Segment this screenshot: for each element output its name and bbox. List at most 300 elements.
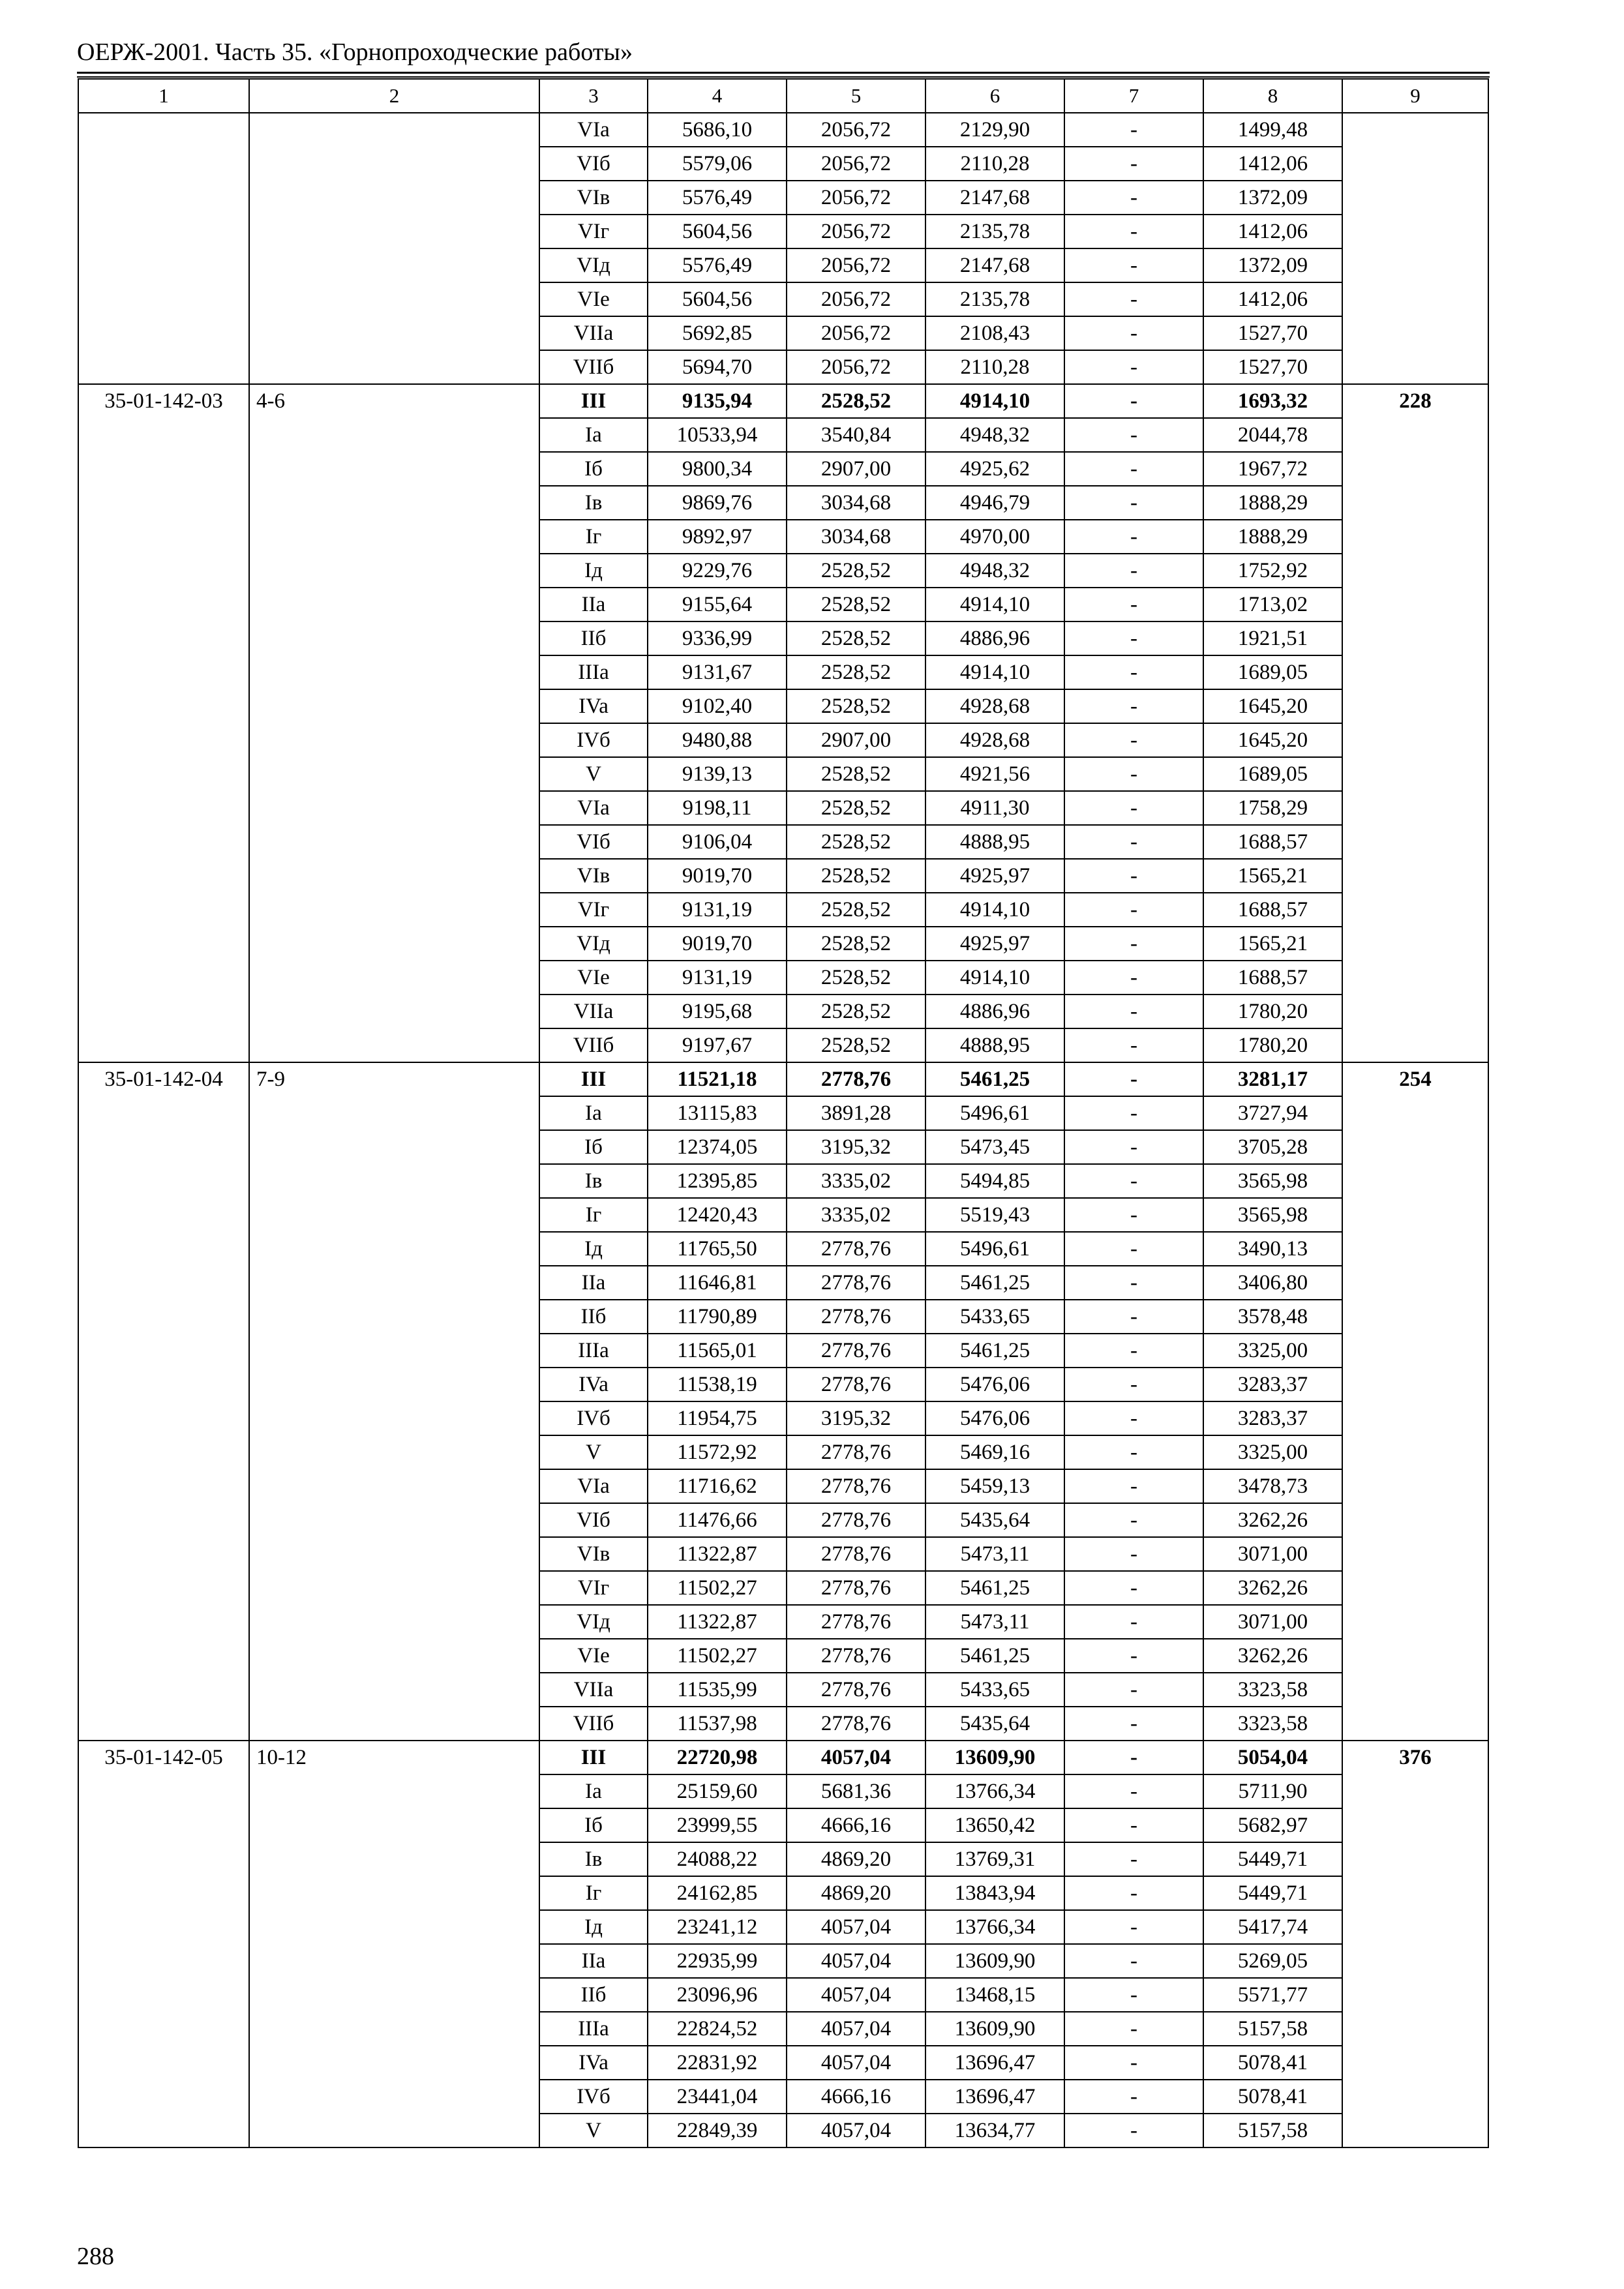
category-cell: V (539, 1435, 648, 1469)
driver-wages-cell: - (1064, 689, 1203, 723)
table-body (78, 113, 1488, 2147)
wages-cell: 3034,68 (787, 486, 925, 520)
machines-cell: 5494,85 (925, 1164, 1064, 1198)
total-cost-cell: 11646,81 (648, 1266, 787, 1300)
machines-cell: 13766,34 (925, 1774, 1064, 1808)
machines-cell: 4928,68 (925, 723, 1064, 757)
total-cost-cell: 12420,43 (648, 1198, 787, 1232)
wages-cell: 4057,04 (787, 1741, 925, 1774)
machines-cell: 13609,90 (925, 2012, 1064, 2046)
wages-cell: 2528,52 (787, 893, 925, 927)
category-cell: VIa (539, 791, 648, 825)
total-cost-cell: 11322,87 (648, 1537, 787, 1571)
range-cell: 10-12 (249, 1741, 539, 2147)
machines-cell: 2135,78 (925, 282, 1064, 316)
total-cost-cell: 9892,97 (648, 520, 787, 554)
machines-cell: 5476,06 (925, 1401, 1064, 1435)
driver-wages-cell: - (1064, 1334, 1203, 1368)
materials-cell: 5449,71 (1203, 1876, 1342, 1910)
driver-wages-cell: - (1064, 1707, 1203, 1741)
total-cost-cell: 11322,87 (648, 1605, 787, 1639)
driver-wages-cell: - (1064, 825, 1203, 859)
wages-cell: 4869,20 (787, 1876, 925, 1910)
total-cost-cell: 23241,12 (648, 1910, 787, 1944)
wages-cell: 2778,76 (787, 1266, 925, 1300)
materials-cell: 3071,00 (1203, 1537, 1342, 1571)
materials-cell: 1372,09 (1203, 248, 1342, 282)
driver-wages-cell: - (1064, 316, 1203, 350)
total-cost-cell: 9480,88 (648, 723, 787, 757)
category-cell: VIIa (539, 995, 648, 1028)
column-header: 1 (78, 79, 249, 113)
machines-cell: 4911,30 (925, 791, 1064, 825)
category-cell: IIa (539, 1266, 648, 1300)
total-cost-cell: 9800,34 (648, 452, 787, 486)
wages-cell: 2778,76 (787, 1707, 925, 1741)
materials-cell: 1412,06 (1203, 215, 1342, 248)
category-cell: IIб (539, 1978, 648, 2012)
machines-cell: 2147,68 (925, 181, 1064, 215)
wages-cell: 4869,20 (787, 1842, 925, 1876)
materials-cell: 2044,78 (1203, 418, 1342, 452)
category-cell: Ia (539, 418, 648, 452)
wages-cell: 2056,72 (787, 147, 925, 181)
materials-cell: 1688,57 (1203, 893, 1342, 927)
category-cell: VIIб (539, 350, 648, 384)
machines-cell: 13769,31 (925, 1842, 1064, 1876)
wages-cell: 2778,76 (787, 1435, 925, 1469)
wages-cell: 2778,76 (787, 1368, 925, 1401)
driver-wages-cell: - (1064, 418, 1203, 452)
total-cost-cell: 11716,62 (648, 1469, 787, 1503)
driver-wages-cell: - (1064, 1028, 1203, 1062)
machines-cell: 5461,25 (925, 1571, 1064, 1605)
category-cell: VIд (539, 927, 648, 961)
wages-cell: 3335,02 (787, 1198, 925, 1232)
driver-wages-cell: - (1064, 588, 1203, 621)
machines-cell: 13696,47 (925, 2046, 1064, 2080)
machines-cell: 4888,95 (925, 1028, 1064, 1062)
total-cost-cell: 5604,56 (648, 215, 787, 248)
column-number-row (78, 79, 1488, 113)
materials-cell: 3323,58 (1203, 1707, 1342, 1741)
driver-wages-cell: - (1064, 757, 1203, 791)
wages-cell: 2528,52 (787, 554, 925, 588)
wages-cell: 2778,76 (787, 1639, 925, 1673)
total-cost-cell: 11954,75 (648, 1401, 787, 1435)
wages-cell: 4666,16 (787, 1808, 925, 1842)
materials-cell: 5054,04 (1203, 1741, 1342, 1774)
category-cell: IVб (539, 2080, 648, 2114)
total-cost-cell: 25159,60 (648, 1774, 787, 1808)
table-row (78, 384, 1488, 418)
materials-cell: 5682,97 (1203, 1808, 1342, 1842)
total-cost-cell: 24088,22 (648, 1842, 787, 1876)
machines-cell: 5433,65 (925, 1300, 1064, 1334)
category-cell: Iд (539, 1232, 648, 1266)
wages-cell: 2778,76 (787, 1232, 925, 1266)
driver-wages-cell: - (1064, 1537, 1203, 1571)
materials-cell: 3705,28 (1203, 1130, 1342, 1164)
rate-code-cell: 35-01-142-03 (78, 384, 249, 1062)
machines-cell: 5461,25 (925, 1062, 1064, 1096)
wages-cell: 2528,52 (787, 825, 925, 859)
category-cell: Iв (539, 486, 648, 520)
category-cell: IIIa (539, 1334, 648, 1368)
wages-cell: 2528,52 (787, 859, 925, 893)
machines-cell: 4921,56 (925, 757, 1064, 791)
machines-cell: 5435,64 (925, 1503, 1064, 1537)
driver-wages-cell: - (1064, 621, 1203, 655)
machines-cell: 2135,78 (925, 215, 1064, 248)
machines-cell: 13609,90 (925, 1944, 1064, 1978)
machines-cell: 5461,25 (925, 1334, 1064, 1368)
machines-cell: 4914,10 (925, 893, 1064, 927)
driver-wages-cell: - (1064, 1300, 1203, 1334)
driver-wages-cell: - (1064, 1368, 1203, 1401)
materials-cell: 3490,13 (1203, 1232, 1342, 1266)
wages-cell: 4057,04 (787, 2046, 925, 2080)
machines-cell: 13634,77 (925, 2114, 1064, 2147)
category-cell: VIг (539, 893, 648, 927)
driver-wages-cell: - (1064, 486, 1203, 520)
price-table (78, 78, 1489, 2148)
materials-cell: 3071,00 (1203, 1605, 1342, 1639)
total-cost-cell: 12374,05 (648, 1130, 787, 1164)
wages-cell: 3034,68 (787, 520, 925, 554)
machines-cell: 5473,11 (925, 1537, 1064, 1571)
materials-cell: 3478,73 (1203, 1469, 1342, 1503)
category-cell: VIб (539, 825, 648, 859)
rate-code-cell: 35-01-142-05 (78, 1741, 249, 2147)
range-cell: 7-9 (249, 1062, 539, 1741)
driver-wages-cell: - (1064, 1571, 1203, 1605)
category-cell: IVa (539, 2046, 648, 2080)
materials-cell: 1967,72 (1203, 452, 1342, 486)
category-cell: VIд (539, 1605, 648, 1639)
category-cell: Iв (539, 1842, 648, 1876)
total-cost-cell: 9131,19 (648, 961, 787, 995)
driver-wages-cell: - (1064, 859, 1203, 893)
materials-cell: 1565,21 (1203, 859, 1342, 893)
wages-cell: 2528,52 (787, 621, 925, 655)
wages-cell: 2528,52 (787, 995, 925, 1028)
driver-wages-cell: - (1064, 655, 1203, 689)
materials-cell: 1645,20 (1203, 723, 1342, 757)
total-cost-cell: 5604,56 (648, 282, 787, 316)
wages-cell: 2056,72 (787, 181, 925, 215)
total-cost-cell: 9229,76 (648, 554, 787, 588)
driver-wages-cell: - (1064, 893, 1203, 927)
machines-cell: 2108,43 (925, 316, 1064, 350)
category-cell: IIб (539, 621, 648, 655)
driver-wages-cell: - (1064, 2012, 1203, 2046)
total-cost-cell: 5694,70 (648, 350, 787, 384)
materials-cell: 1565,21 (1203, 927, 1342, 961)
materials-cell: 1688,57 (1203, 825, 1342, 859)
column-header: 4 (648, 79, 787, 113)
total-cost-cell: 11535,99 (648, 1673, 787, 1707)
category-cell: VIб (539, 147, 648, 181)
machines-cell: 13650,42 (925, 1808, 1064, 1842)
category-cell: Iв (539, 1164, 648, 1198)
machines-cell: 5435,64 (925, 1707, 1064, 1741)
wages-cell: 2778,76 (787, 1673, 925, 1707)
category-cell: V (539, 2114, 648, 2147)
category-cell: V (539, 757, 648, 791)
driver-wages-cell: - (1064, 452, 1203, 486)
total-cost-cell: 22720,98 (648, 1741, 787, 1774)
category-cell: VIa (539, 113, 648, 147)
rate-code-cell (78, 113, 249, 384)
materials-cell: 1412,06 (1203, 147, 1342, 181)
driver-wages-cell: - (1064, 1232, 1203, 1266)
col9-cell: 228 (1342, 384, 1488, 1062)
machines-cell: 5461,25 (925, 1639, 1064, 1673)
category-cell: VIв (539, 1537, 648, 1571)
total-cost-cell: 11521,18 (648, 1062, 787, 1096)
category-cell: Iг (539, 1876, 648, 1910)
total-cost-cell: 5576,49 (648, 181, 787, 215)
wages-cell: 2778,76 (787, 1469, 925, 1503)
machines-cell: 4970,00 (925, 520, 1064, 554)
machines-cell: 2129,90 (925, 113, 1064, 147)
total-cost-cell: 11565,01 (648, 1334, 787, 1368)
wages-cell: 2778,76 (787, 1571, 925, 1605)
category-cell: IVa (539, 1368, 648, 1401)
column-header: 3 (539, 79, 648, 113)
category-cell: Iб (539, 1808, 648, 1842)
total-cost-cell: 22935,99 (648, 1944, 787, 1978)
total-cost-cell: 9139,13 (648, 757, 787, 791)
wages-cell: 4057,04 (787, 2012, 925, 2046)
materials-cell: 3325,00 (1203, 1334, 1342, 1368)
driver-wages-cell: - (1064, 1266, 1203, 1300)
wages-cell: 2778,76 (787, 1605, 925, 1639)
total-cost-cell: 9155,64 (648, 588, 787, 621)
materials-cell: 3262,26 (1203, 1571, 1342, 1605)
machines-cell: 4925,97 (925, 859, 1064, 893)
materials-cell: 5078,41 (1203, 2080, 1342, 2114)
materials-cell: 5711,90 (1203, 1774, 1342, 1808)
rate-code-cell: 35-01-142-04 (78, 1062, 249, 1741)
materials-cell: 1693,32 (1203, 384, 1342, 418)
machines-cell: 5476,06 (925, 1368, 1064, 1401)
machines-cell: 5496,61 (925, 1232, 1064, 1266)
driver-wages-cell: - (1064, 927, 1203, 961)
wages-cell: 3891,28 (787, 1096, 925, 1130)
column-header: 2 (249, 79, 539, 113)
materials-cell: 5157,58 (1203, 2114, 1342, 2147)
wages-cell: 4666,16 (787, 2080, 925, 2114)
column-header: 8 (1203, 79, 1342, 113)
driver-wages-cell: - (1064, 1808, 1203, 1842)
materials-cell: 1372,09 (1203, 181, 1342, 215)
materials-cell: 1689,05 (1203, 655, 1342, 689)
wages-cell: 2778,76 (787, 1334, 925, 1368)
category-cell: Ia (539, 1774, 648, 1808)
wages-cell: 2056,72 (787, 215, 925, 248)
header-rule-thin (77, 76, 1490, 78)
total-cost-cell: 5692,85 (648, 316, 787, 350)
total-cost-cell: 22849,39 (648, 2114, 787, 2147)
wages-cell: 4057,04 (787, 1910, 925, 1944)
col9-cell (1342, 113, 1488, 384)
wages-cell: 5681,36 (787, 1774, 925, 1808)
total-cost-cell: 5576,49 (648, 248, 787, 282)
wages-cell: 2528,52 (787, 384, 925, 418)
total-cost-cell: 9019,70 (648, 859, 787, 893)
driver-wages-cell: - (1064, 1741, 1203, 1774)
driver-wages-cell: - (1064, 1639, 1203, 1673)
materials-cell: 1758,29 (1203, 791, 1342, 825)
materials-cell: 3406,80 (1203, 1266, 1342, 1300)
wages-cell: 3335,02 (787, 1164, 925, 1198)
wages-cell: 2528,52 (787, 961, 925, 995)
total-cost-cell: 11538,19 (648, 1368, 787, 1401)
driver-wages-cell: - (1064, 1469, 1203, 1503)
header-rule (77, 72, 1490, 74)
materials-cell: 5078,41 (1203, 2046, 1342, 2080)
driver-wages-cell: - (1064, 2080, 1203, 2114)
driver-wages-cell: - (1064, 282, 1203, 316)
machines-cell: 4914,10 (925, 961, 1064, 995)
machines-cell: 4888,95 (925, 825, 1064, 859)
materials-cell: 3262,26 (1203, 1503, 1342, 1537)
wages-cell: 2528,52 (787, 689, 925, 723)
total-cost-cell: 23096,96 (648, 1978, 787, 2012)
table-row (78, 113, 1488, 147)
materials-cell: 1688,57 (1203, 961, 1342, 995)
column-header: 6 (925, 79, 1064, 113)
page-number: 288 (77, 2243, 114, 2270)
wages-cell: 2778,76 (787, 1300, 925, 1334)
total-cost-cell: 11572,92 (648, 1435, 787, 1469)
category-cell: Iг (539, 520, 648, 554)
col9-cell: 376 (1342, 1741, 1488, 2147)
machines-cell: 5469,16 (925, 1435, 1064, 1469)
category-cell: Ia (539, 1096, 648, 1130)
materials-cell: 1412,06 (1203, 282, 1342, 316)
total-cost-cell: 11502,27 (648, 1571, 787, 1605)
machines-cell: 4948,32 (925, 418, 1064, 452)
machines-cell: 4928,68 (925, 689, 1064, 723)
driver-wages-cell: - (1064, 215, 1203, 248)
total-cost-cell: 9869,76 (648, 486, 787, 520)
materials-cell: 3262,26 (1203, 1639, 1342, 1673)
category-cell: VIe (539, 1639, 648, 1673)
total-cost-cell: 10533,94 (648, 418, 787, 452)
category-cell: Iб (539, 1130, 648, 1164)
driver-wages-cell: - (1064, 384, 1203, 418)
category-cell: VIIб (539, 1707, 648, 1741)
driver-wages-cell: - (1064, 1605, 1203, 1639)
materials-cell: 1780,20 (1203, 995, 1342, 1028)
materials-cell: 5157,58 (1203, 2012, 1342, 2046)
driver-wages-cell: - (1064, 1198, 1203, 1232)
machines-cell: 4886,96 (925, 621, 1064, 655)
driver-wages-cell: - (1064, 1503, 1203, 1537)
driver-wages-cell: - (1064, 1130, 1203, 1164)
machines-cell: 4946,79 (925, 486, 1064, 520)
page-header: ОЕРЖ-2001. Часть 35. «Горнопроходческие работы» (77, 38, 633, 66)
total-cost-cell: 13115,83 (648, 1096, 787, 1130)
category-cell: IIIa (539, 655, 648, 689)
driver-wages-cell: - (1064, 1944, 1203, 1978)
materials-cell: 1499,48 (1203, 113, 1342, 147)
driver-wages-cell: - (1064, 1910, 1203, 1944)
materials-cell: 1527,70 (1203, 350, 1342, 384)
driver-wages-cell: - (1064, 181, 1203, 215)
materials-cell: 1645,20 (1203, 689, 1342, 723)
materials-cell: 1921,51 (1203, 621, 1342, 655)
total-cost-cell: 24162,85 (648, 1876, 787, 1910)
category-cell: III (539, 384, 648, 418)
total-cost-cell: 11765,50 (648, 1232, 787, 1266)
total-cost-cell: 9131,67 (648, 655, 787, 689)
total-cost-cell: 23999,55 (648, 1808, 787, 1842)
machines-cell: 4914,10 (925, 384, 1064, 418)
wages-cell: 2528,52 (787, 927, 925, 961)
total-cost-cell: 9336,99 (648, 621, 787, 655)
machines-cell: 13766,34 (925, 1910, 1064, 1944)
driver-wages-cell: - (1064, 1876, 1203, 1910)
driver-wages-cell: - (1064, 1401, 1203, 1435)
materials-cell: 5449,71 (1203, 1842, 1342, 1876)
materials-cell: 1780,20 (1203, 1028, 1342, 1062)
total-cost-cell: 9197,67 (648, 1028, 787, 1062)
category-cell: VIIa (539, 1673, 648, 1707)
materials-cell: 1527,70 (1203, 316, 1342, 350)
wages-cell: 2056,72 (787, 316, 925, 350)
category-cell: VIв (539, 181, 648, 215)
materials-cell: 3283,37 (1203, 1368, 1342, 1401)
category-cell: III (539, 1741, 648, 1774)
driver-wages-cell: - (1064, 1842, 1203, 1876)
driver-wages-cell: - (1064, 961, 1203, 995)
total-cost-cell: 22831,92 (648, 2046, 787, 2080)
category-cell: VIe (539, 961, 648, 995)
category-cell: IVб (539, 1401, 648, 1435)
machines-cell: 5473,11 (925, 1605, 1064, 1639)
driver-wages-cell: - (1064, 791, 1203, 825)
total-cost-cell: 11537,98 (648, 1707, 787, 1741)
driver-wages-cell: - (1064, 1435, 1203, 1469)
materials-cell: 1888,29 (1203, 520, 1342, 554)
machines-cell: 13609,90 (925, 1741, 1064, 1774)
materials-cell: 1888,29 (1203, 486, 1342, 520)
machines-cell: 5519,43 (925, 1198, 1064, 1232)
machines-cell: 4914,10 (925, 588, 1064, 621)
machines-cell: 2147,68 (925, 248, 1064, 282)
machines-cell: 2110,28 (925, 147, 1064, 181)
machines-cell: 4925,97 (925, 927, 1064, 961)
wages-cell: 4057,04 (787, 1978, 925, 2012)
materials-cell: 3565,98 (1203, 1164, 1342, 1198)
total-cost-cell: 5686,10 (648, 113, 787, 147)
category-cell: VIд (539, 248, 648, 282)
total-cost-cell: 11790,89 (648, 1300, 787, 1334)
wages-cell: 2907,00 (787, 452, 925, 486)
category-cell: IIa (539, 1944, 648, 1978)
range-cell: 4-6 (249, 384, 539, 1062)
materials-cell: 3323,58 (1203, 1673, 1342, 1707)
wages-cell: 2778,76 (787, 1537, 925, 1571)
col9-cell: 254 (1342, 1062, 1488, 1741)
materials-cell: 3325,00 (1203, 1435, 1342, 1469)
wages-cell: 2528,52 (787, 1028, 925, 1062)
machines-cell: 4925,62 (925, 452, 1064, 486)
